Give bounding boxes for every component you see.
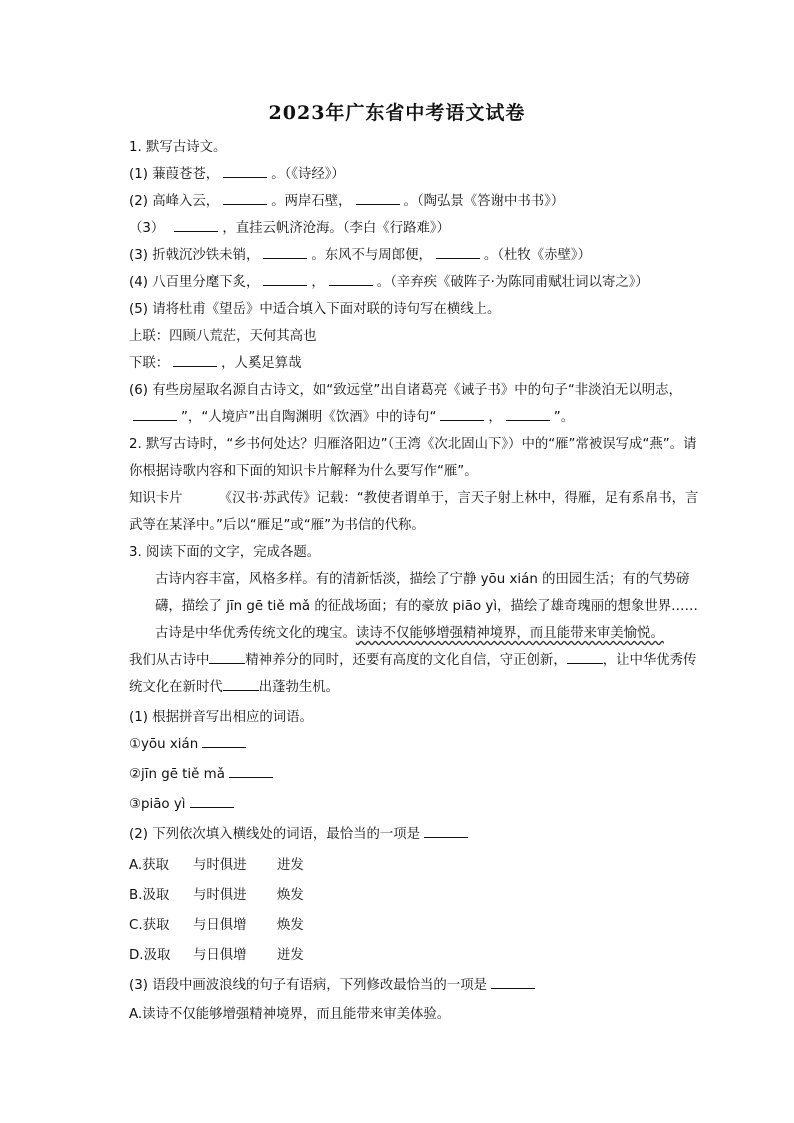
pinyin-text: ③piāo yì (129, 797, 186, 812)
question-text: 3. 阅读下面的文字，完成各题。 (129, 545, 321, 560)
passage-text: ，让中华优秀传统文化在新时代 (129, 653, 697, 695)
answer-blank[interactable] (173, 354, 217, 367)
option-word: 与时俱进 (193, 888, 247, 903)
passage-text: 我们从古诗中 (129, 653, 210, 668)
item-text: ，人奚足算哉 (221, 356, 302, 371)
knowledge-card (129, 485, 709, 539)
item-text: 上联：四顾八荒茫，天何其高也 (129, 329, 317, 344)
pinyin-1 (129, 731, 709, 761)
option-word: 与时俱进 (193, 858, 247, 873)
answer-blank[interactable] (356, 192, 400, 205)
item-text: ， (488, 410, 502, 425)
item-text: 。（陶弘景《答谢中书书》） (403, 194, 565, 209)
item-text: ，直挂云帆济沧海。（李白《行路难》） (222, 221, 450, 236)
couplet-lower (129, 350, 709, 377)
option-word: 进发 (277, 858, 304, 873)
passage-paragraph-1 (129, 566, 709, 620)
item-text: (1) 蒹葭苍苍， (129, 167, 220, 182)
option-word: 焕发 (277, 918, 304, 933)
item-text: (3) 语段中画波浪线的句子有语病，下列修改最恰当的一项是 (129, 978, 487, 993)
item-text: (3) 折戟沉沙铁未销， (129, 248, 260, 263)
passage-paragraph-2-cont (129, 647, 709, 701)
answer-blank[interactable] (190, 795, 234, 808)
card-label: 知识卡片 (129, 491, 183, 506)
option-d[interactable] (129, 941, 709, 971)
item-text: (2) 下列依次填入横线处的词语，最恰当的一项是 (129, 827, 421, 842)
answer-blank[interactable] (329, 273, 373, 286)
answer-blank[interactable] (440, 408, 484, 421)
q1-item-3b (129, 242, 709, 269)
q1-item-1 (129, 161, 709, 188)
q1-item-2 (129, 188, 709, 215)
answer-blank[interactable] (229, 765, 273, 778)
option-word: 焕发 (277, 888, 304, 903)
option-a[interactable] (129, 851, 709, 881)
passage-text: 出蓬勃生机。 (258, 680, 340, 695)
item-text: 。（杜牧《赤壁》） (483, 248, 591, 263)
answer-blank[interactable] (263, 246, 307, 259)
pinyin-2 (129, 761, 709, 791)
passage-text: 古诗内容丰富，风格多样。有的清新恬淡，描绘了宁静 yōu xián 的田园生活；有的气势磅礴，描绘了 jīn gē tiě mǎ 的征战场面；有的豪放 piāo yì，描绘了雄奇瑰丽的想象世界…… (155, 572, 698, 614)
option-a-revision[interactable] (129, 1001, 709, 1028)
option-text: A.读诗不仅能够增强精神境界，而且能带来审美体验。 (129, 1007, 451, 1022)
question-text: 2. 默写古诗时，“乡书何处达？归雁洛阳边”（王湾《次北固山下》）中的“雁”常被误写成“燕”。请你根据诗歌内容和下面的知识卡片解释为什么要写作“雁”。 (129, 437, 697, 479)
item-text: ”。 (553, 410, 575, 425)
option-label: A.获取 (129, 858, 169, 873)
passage-paragraph-2 (129, 620, 709, 647)
exam-content (129, 134, 709, 1028)
question-3 (129, 539, 709, 566)
q3-item-1 (129, 704, 709, 731)
item-text: 。东风不与周郎便， (311, 248, 432, 263)
answer-blank[interactable] (567, 651, 603, 664)
answer-blank[interactable] (202, 735, 246, 748)
answer-blank[interactable] (436, 246, 480, 259)
answer-blank[interactable] (133, 408, 177, 421)
option-b[interactable] (129, 881, 709, 911)
item-text: (6) 有些房屋取名源自古诗文，如“致远堂”出自诸葛亮《诫子书》中的句子“非淡泊无以明志， (129, 383, 682, 398)
option-word: 迸发 (277, 948, 304, 963)
page-title: 2023年广东省中考语文试卷 (268, 102, 526, 124)
item-text: 。两岸石壁， (271, 194, 352, 209)
answer-blank[interactable] (174, 219, 218, 232)
item-text: (1) 根据拼音写出相应的词语。 (129, 710, 313, 725)
passage-text: 古诗是中华优秀传统文化的瑰宝。 (155, 626, 356, 641)
item-text: (4) 八百里分麾下炙， (129, 275, 260, 290)
option-label: D.汲取 (129, 948, 171, 963)
option-c[interactable] (129, 911, 709, 941)
question-2 (129, 431, 709, 485)
item-text: 。（《诗经》） (271, 167, 345, 182)
q1-item-6 (129, 377, 709, 431)
pinyin-3 (129, 791, 709, 821)
passage-text: 精神养分的同时，还要有高度的文化自信，守正创新， (245, 653, 567, 668)
pinyin-text: ②jīn gē tiě mǎ (129, 767, 225, 782)
q1-item-4 (129, 269, 709, 296)
answer-blank[interactable] (491, 976, 535, 989)
item-text: ”，“人境庐”出自陶渊明《饮酒》中的诗句“ (181, 410, 437, 425)
answer-blank[interactable] (263, 273, 307, 286)
item-text: （3） (129, 221, 165, 236)
q3-item-2 (129, 821, 709, 851)
item-text: 下联： (129, 356, 170, 371)
item-text: 。（辛弃疾《破阵子·为陈同甫赋壮词以寄之》） (376, 275, 649, 290)
option-label: B.汲取 (129, 888, 170, 903)
q1-item-3a (129, 215, 709, 242)
q3-item-3 (129, 971, 709, 1001)
q1-item-5 (129, 296, 709, 323)
answer-blank[interactable] (223, 192, 267, 205)
item-text: ， (311, 275, 325, 290)
item-text: (5) 请将杜甫《望岳》中适合填入下面对联的诗句写在横线上。 (129, 302, 501, 317)
card-text: 《汉书·苏武传》记载：“教使者谓单于，言天子射上林中，得雁，足有系帛书，言武等在某泽中。”后以“雁足”或“雁”为书信的代称。 (129, 491, 699, 533)
item-text: (2) 高峰入云， (129, 194, 220, 209)
answer-blank[interactable] (506, 408, 550, 421)
answer-blank[interactable] (209, 651, 245, 664)
answer-blank[interactable] (424, 825, 468, 838)
pinyin-text: ①yōu xián (129, 737, 199, 752)
answer-blank[interactable] (223, 165, 267, 178)
option-word: 与日俱增 (193, 948, 247, 963)
question-text: 1. 默写古诗文。 (129, 140, 227, 155)
option-word: 与日俱增 (193, 918, 247, 933)
wavy-underlined-sentence: 读诗不仅能够增强精神境界，而且能带来审美愉悦。 (355, 626, 664, 641)
couplet-upper (129, 323, 709, 350)
question-1 (129, 134, 709, 161)
option-label: C.获取 (129, 918, 170, 933)
answer-blank[interactable] (223, 678, 259, 691)
